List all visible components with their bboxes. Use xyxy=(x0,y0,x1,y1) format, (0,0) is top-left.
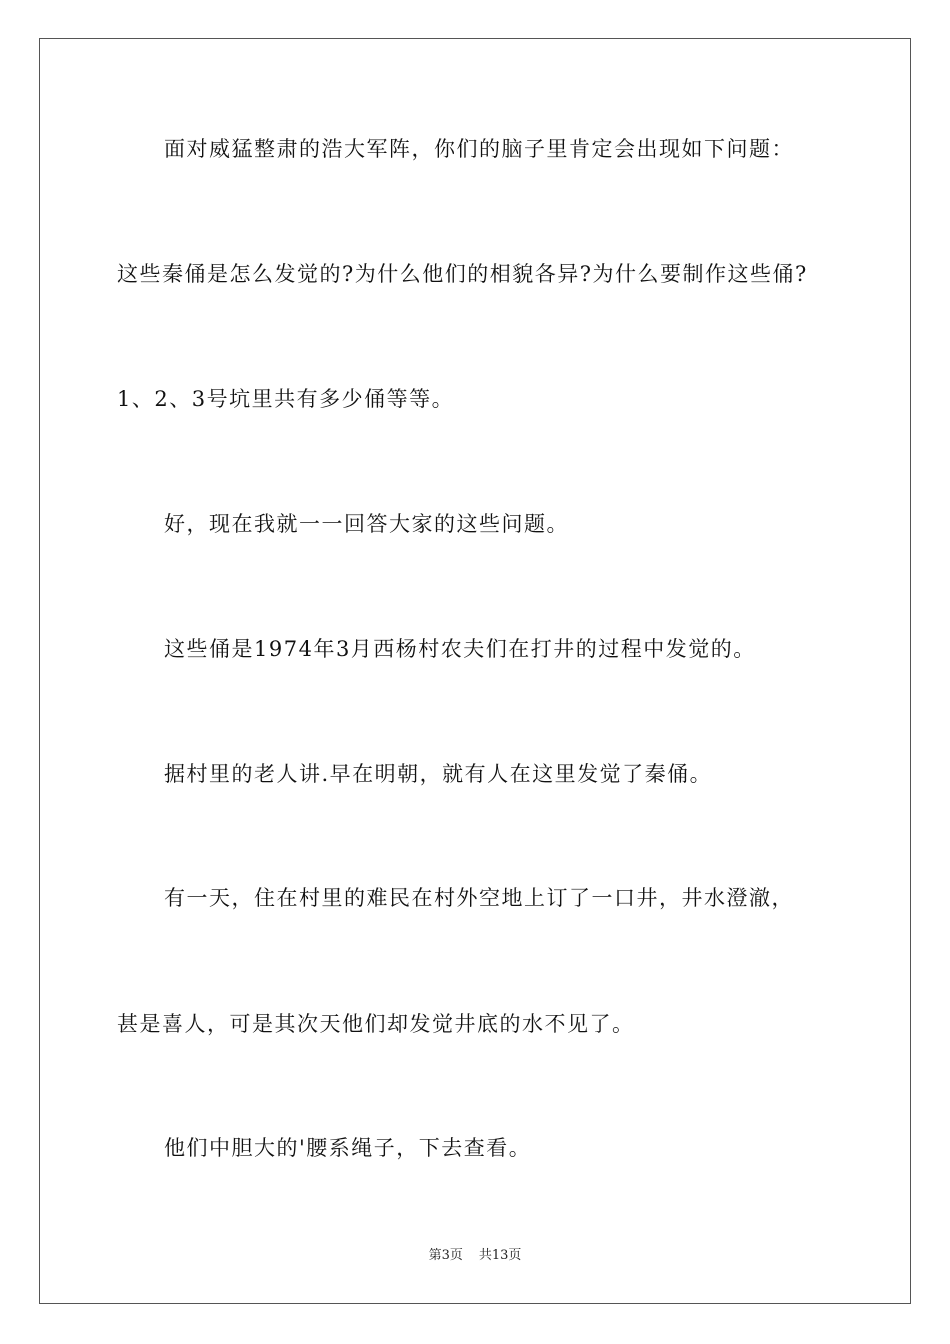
page-footer xyxy=(0,1247,950,1265)
paragraph-3: 1、2、3号坑里共有多少俑等等。 xyxy=(117,387,455,411)
page-total: 共13页 xyxy=(478,1248,522,1263)
paragraph-8: 甚是喜人，可是其次天他们却发觉井底的水不见了。 xyxy=(117,1012,635,1036)
page-number: 第3页 xyxy=(428,1248,463,1263)
paragraph-6: 据村里的老人讲.早在明朝，就有人在这里发觉了秦俑。 xyxy=(164,762,713,786)
page-border xyxy=(39,38,911,1304)
paragraph-9: 他们中胆大的'腰系绳子，下去查看。 xyxy=(164,1136,532,1160)
paragraph-7: 有一天，住在村里的难民在村外空地上订了一口井，井水澄澈， xyxy=(164,886,794,910)
paragraph-4: 好，现在我就一一回答大家的这些问题。 xyxy=(164,512,569,536)
paragraph-5: 这些俑是1974年3月西杨村农夫们在打井的过程中发觉的。 xyxy=(164,637,756,661)
paragraph-1: 面对威猛整肃的浩大军阵，你们的脑子里肯定会出现如下问题： xyxy=(164,137,794,161)
paragraph-2: 这些秦俑是怎么发觉的?为什么他们的相貌各异?为什么要制作这些俑? xyxy=(117,262,808,286)
